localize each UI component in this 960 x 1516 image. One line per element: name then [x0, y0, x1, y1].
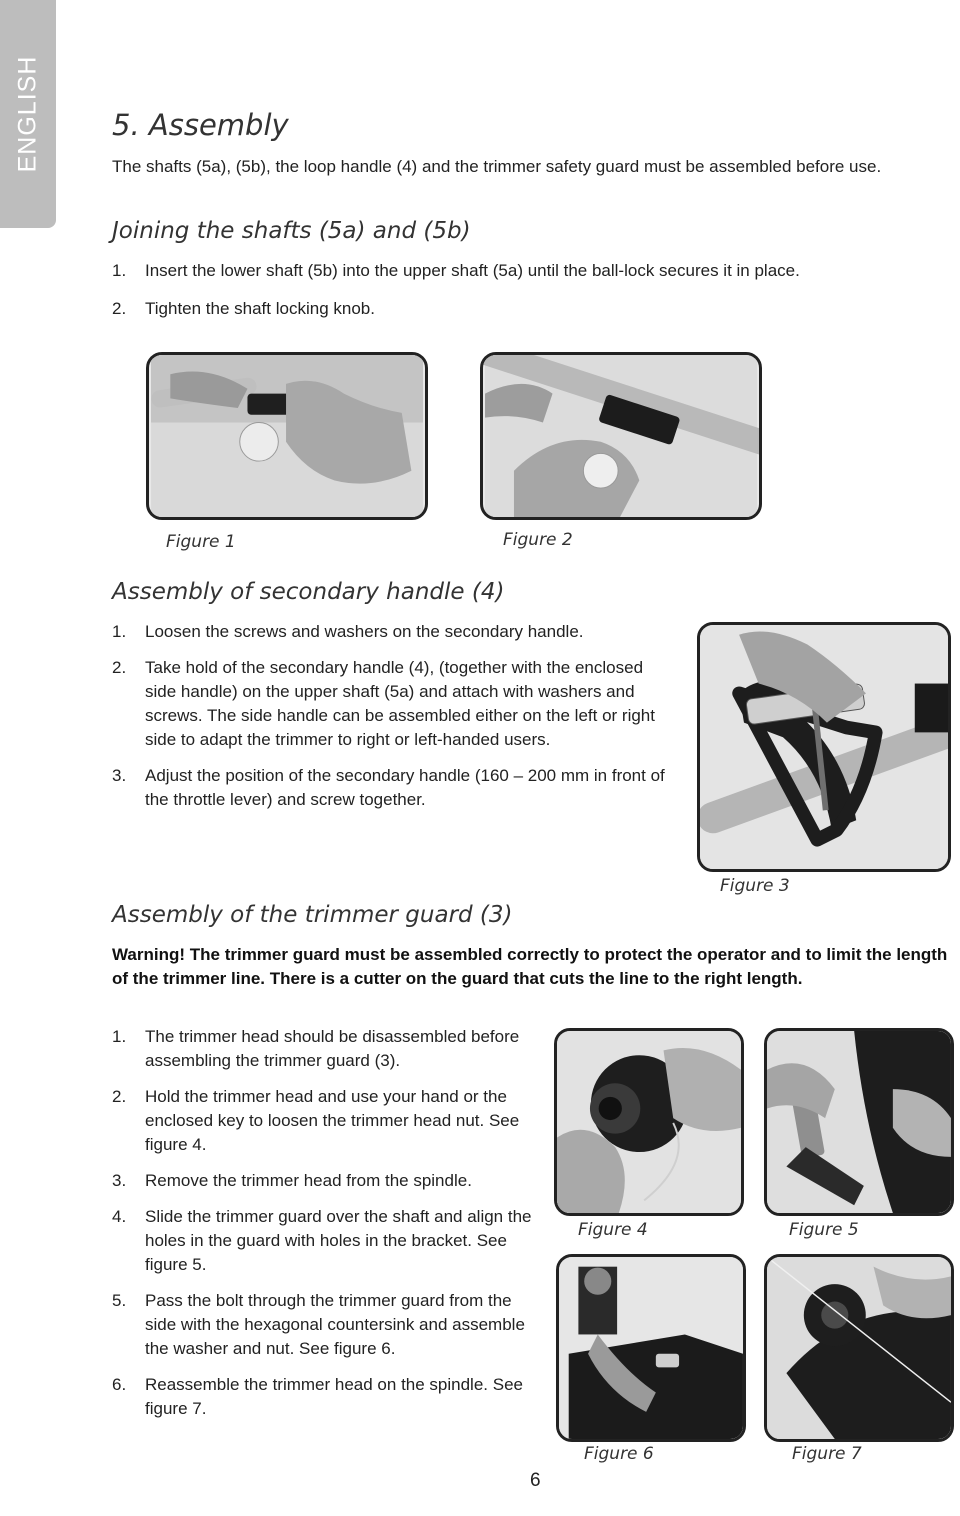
- language-label: ENGLISH: [13, 55, 42, 173]
- list-item: 3. Adjust the position of the secondary handle (160 – 200 mm in front of the throttle lever) and screw together.: [112, 766, 665, 809]
- figure-6-caption: Figure 6: [584, 1444, 654, 1464]
- list-item: 5. Pass the bolt through the trimmer guard from the side with the hexagonal countersink and assemble the washer and nut. See figure 6.: [112, 1291, 525, 1358]
- figure-3-photo: [697, 622, 951, 872]
- secondary-steps: [112, 620, 672, 812]
- secondary-title: Assembly of secondary handle (4): [112, 579, 505, 605]
- joining-title: Joining the shafts (5a) and (5b): [112, 218, 471, 244]
- figure-5-caption: Figure 5: [789, 1220, 859, 1240]
- figure-5-photo: [764, 1028, 954, 1216]
- section-intro: The shafts (5a), (5b), the loop handle (4) and the trimmer safety guard must be assembled before use.: [112, 157, 882, 176]
- figure-4-photo: [554, 1028, 744, 1216]
- list-item: 2. Hold the trimmer head and use your hand or the enclosed key to loosen the trimmer head nut. See figure 4.: [112, 1087, 520, 1154]
- list-item: 3. Remove the trimmer head from the spindle.: [112, 1171, 472, 1190]
- section-title: 5. Assembly: [112, 108, 289, 142]
- figure-2-photo: [480, 352, 762, 520]
- list-item: 1. Loosen the screws and washers on the secondary handle.: [112, 622, 584, 641]
- figure-3-caption: Figure 3: [720, 876, 790, 896]
- list-item: 6. Reassemble the trimmer head on the spindle. See figure 7.: [112, 1375, 523, 1418]
- list-item: 1. Insert the lower shaft (5b) into the upper shaft (5a) until the ball-lock secures it in place.: [112, 261, 800, 280]
- guard-steps: [112, 1025, 532, 1421]
- figure-2-caption: Figure 2: [503, 530, 573, 550]
- figure-1-image: [149, 355, 425, 517]
- guard-title: Assembly of the trimmer guard (3): [112, 902, 513, 928]
- figure-7-caption: Figure 7: [792, 1444, 862, 1464]
- guard-warning: Warning! The trimmer guard must be assembled correctly to protect the operator and to limit the length of the trimmer line. There is a cutter on the guard that cuts the line to the right length.: [112, 945, 948, 988]
- list-item: 2. Tighten the shaft locking knob.: [112, 299, 375, 318]
- figure-5-image: [767, 1031, 951, 1213]
- list-item: 4. Slide the trimmer guard over the shaft and align the holes in the guard with holes in the bracket. See figure 5.: [112, 1207, 532, 1274]
- figure-7-photo: [764, 1254, 954, 1442]
- figure-4-caption: Figure 4: [578, 1220, 648, 1240]
- figure-7-image: [767, 1257, 951, 1439]
- list-item: 2. Take hold of the secondary handle (4), (together with the enclosed side handle) on the upper shaft (5a) and attach with washers and screws. The side handle can be assembled either on the left or right side to adapt the trimmer to right or left-handed users.: [112, 658, 655, 749]
- page-number: 6: [530, 1470, 541, 1491]
- joining-steps: [112, 259, 942, 321]
- figure-3-image: [700, 625, 948, 869]
- list-item: 1. The trimmer head should be disassembled before assembling the trimmer guard (3).: [112, 1027, 520, 1070]
- figure-1-photo: [146, 352, 428, 520]
- language-tab: [0, 0, 56, 228]
- figure-4-image: [557, 1031, 741, 1213]
- figure-2-image: [483, 355, 759, 517]
- figure-1-caption: Figure 1: [166, 532, 236, 552]
- figure-6-image: [559, 1257, 743, 1439]
- figure-6-photo: [556, 1254, 746, 1442]
